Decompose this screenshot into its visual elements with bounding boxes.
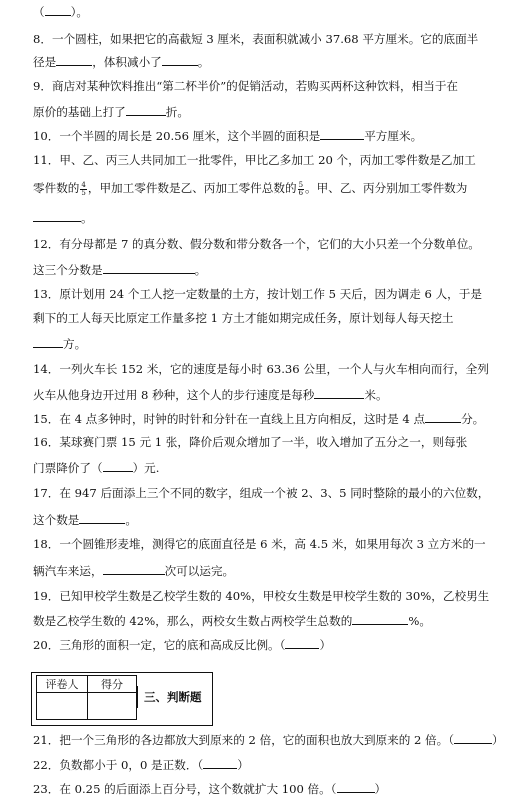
question-line-q12b xyxy=(33,262,206,277)
grader-header: 评卷人 xyxy=(37,676,88,693)
question-text: 火车从他身边开过用 8 秒种，这个人的步行速度是每秒 xyxy=(33,388,315,402)
question-line-q14a xyxy=(33,362,489,376)
question-line-q20 xyxy=(33,637,331,652)
question-text: 10．一个半圆的周长是 20.56 厘米，这个半圆的面积是 xyxy=(33,129,321,143)
question-line-q23 xyxy=(33,781,386,796)
question-text: 18．一个圆锥形麦堆，测得它的底面直径是 6 米，高 4.5 米，如果用每次 3 立方米的一 xyxy=(33,537,486,551)
question-text: 19．已知甲校学生数是乙校学生数的 40%，甲校女生数是甲校学生数的 30%，乙校男生 xyxy=(33,589,490,603)
answer-blank[interactable] xyxy=(79,512,125,524)
answer-blank[interactable] xyxy=(337,781,375,793)
question-text: ） xyxy=(319,638,332,652)
question-text: 。 xyxy=(197,55,210,69)
answer-blank[interactable] xyxy=(203,757,237,769)
question-text: 。 xyxy=(125,513,137,527)
answer-blank[interactable] xyxy=(285,637,319,649)
question-line-q11b xyxy=(33,181,467,197)
grader-cell xyxy=(37,693,88,720)
question-line-q13c xyxy=(33,336,86,351)
question-text: 门票降价了（ xyxy=(33,461,103,475)
question-text: 折。 xyxy=(165,105,189,119)
question-text: 11．甲、乙、丙三人共同加工一批零件，甲比乙多加工 20 个，丙加工零件数是乙加工 xyxy=(33,153,476,167)
question-line-q22 xyxy=(33,757,249,772)
question-line-q8b xyxy=(33,54,209,69)
answer-blank[interactable] xyxy=(314,387,364,399)
question-text: 辆汽车来运， xyxy=(33,564,103,578)
question-text: 分。 xyxy=(461,412,485,426)
score-table xyxy=(36,675,137,720)
question-line-q12a xyxy=(33,237,480,251)
answer-blank[interactable] xyxy=(33,336,63,348)
question-text: %。 xyxy=(408,614,431,628)
question-text: 这个数是 xyxy=(33,513,80,527)
question-text: ） xyxy=(374,782,387,796)
answer-blank[interactable] xyxy=(126,104,166,116)
question-line-q13b xyxy=(33,311,454,325)
question-text: ）元. xyxy=(132,461,160,475)
question-text: ，体积减小了 xyxy=(92,55,162,69)
answer-blank[interactable] xyxy=(33,210,81,222)
answer-blank[interactable] xyxy=(454,732,492,744)
question-text: 平方厘米。 xyxy=(364,129,423,143)
question-line-q10 xyxy=(33,128,422,143)
question-text: 13．原计划用 24 个工人挖一定数量的土方，按计划工作 5 天后，因为调走 6 人，于是 xyxy=(33,287,482,301)
fraction xyxy=(80,182,86,197)
question-text: 14．一列火车长 152 米，它的速度是每小时 63.36 公里，一个人与火车相向而行，全列 xyxy=(33,362,489,376)
score-cell xyxy=(88,693,137,720)
question-text: ，甲加工零件数是乙、丙加工零件总数的 xyxy=(87,181,297,195)
fraction xyxy=(298,182,304,197)
question-text: 16．某球赛门票 15 元 1 张，降价后观众增加了一半，收入增加了五分之一，则每张 xyxy=(33,435,468,449)
question-line-q9b xyxy=(33,104,189,119)
question-text: 22．负数都小于 0，0 是正数．（ xyxy=(33,758,204,772)
question-text: 零件数的 xyxy=(33,181,80,195)
question-line-q21 xyxy=(33,732,504,747)
fraction-numerator: 5 xyxy=(298,180,304,189)
question-text: ） xyxy=(492,733,504,747)
question-text: 8．一个圆柱，如果把它的高截短 3 厘米，表面积就减小 37.68 平方厘米。它的底面半 xyxy=(33,32,479,46)
question-line-q18b xyxy=(33,563,234,578)
question-text: 。 xyxy=(194,263,207,277)
question-line-q9a xyxy=(33,79,458,93)
question-text: 这三个分数是 xyxy=(33,263,103,277)
question-line-q15 xyxy=(33,411,484,426)
question-text: ） xyxy=(237,758,249,772)
question-text: 径是 xyxy=(33,55,57,69)
answer-blank[interactable] xyxy=(45,4,71,16)
answer-blank[interactable] xyxy=(103,460,133,472)
question-text: 21．把一个三角形的各边都放大到原来的 2 倍，它的面积也放大到原来的 2 倍。（ xyxy=(33,733,455,747)
question-text: 剩下的工人每天比原定工作量多挖 1 方土才能如期完成任务，原计划每人每天挖土 xyxy=(33,311,454,325)
question-text: 15．在 4 点多钟时，时钟的时针和分针在一直线上且方向相反，这时是 4 点 xyxy=(33,412,426,426)
question-line-q17a xyxy=(33,486,489,500)
answer-blank[interactable] xyxy=(56,54,92,66)
question-text: 数是乙校学生数的 42%，那么，两校女生数占两校学生总数的 xyxy=(33,614,353,628)
question-line-q14b xyxy=(33,387,388,402)
section-title: 三、判断题 xyxy=(137,686,202,708)
answer-blank[interactable] xyxy=(103,262,195,274)
question-text: 。 xyxy=(81,211,93,225)
question-line-q11c xyxy=(33,210,93,225)
question-text: 次可以运完。 xyxy=(164,564,235,578)
question-text: 12．有分母都是 7 的真分数、假分数和带分数各一个，它们的大小只差一个分数单位。 xyxy=(33,237,480,251)
answer-blank[interactable] xyxy=(352,613,408,625)
question-line-q13a xyxy=(33,287,482,301)
fraction-numerator: 4 xyxy=(81,180,86,189)
question-line-l0 xyxy=(33,4,88,19)
question-line-q19a xyxy=(33,589,489,603)
question-text: 方。 xyxy=(63,337,87,351)
fraction-denominator: 5 xyxy=(81,188,86,197)
question-line-q11a xyxy=(33,153,476,167)
question-text: ）。 xyxy=(70,5,88,19)
score-header: 得分 xyxy=(88,676,137,693)
answer-blank[interactable] xyxy=(320,128,364,140)
question-line-q16a xyxy=(33,435,467,449)
answer-blank[interactable] xyxy=(162,54,198,66)
question-text: 23．在 0.25 的后面添上百分号，这个数就扩大 100 倍。（ xyxy=(33,782,337,796)
question-line-q16b xyxy=(33,460,159,475)
question-line-q18a xyxy=(33,537,486,551)
question-text: 17．在 947 后面添上三个不同的数字，组成一个被 2、3、5 同时整除的最小的六位数， xyxy=(33,486,490,500)
answer-blank[interactable] xyxy=(103,563,165,575)
question-line-q17b xyxy=(33,512,137,527)
question-text: 。甲、乙、丙分别加工零件数为 xyxy=(305,181,468,195)
question-text: 20．三角形的面积一定，它的底和高成反比例。（ xyxy=(33,638,286,652)
question-line-q8a xyxy=(33,32,478,46)
question-text: 原价的基础上打了 xyxy=(33,105,126,119)
question-text: 米。 xyxy=(364,388,388,402)
answer-blank[interactable] xyxy=(425,411,461,423)
question-line-q19b xyxy=(33,613,431,628)
question-text: 9．商店对某种饮料推出“第二杯半价”的促销活动，若购买两杯这种饮料，相当于在 xyxy=(33,79,459,93)
fraction-denominator: 6 xyxy=(298,188,304,197)
question-text: （ xyxy=(33,5,45,19)
